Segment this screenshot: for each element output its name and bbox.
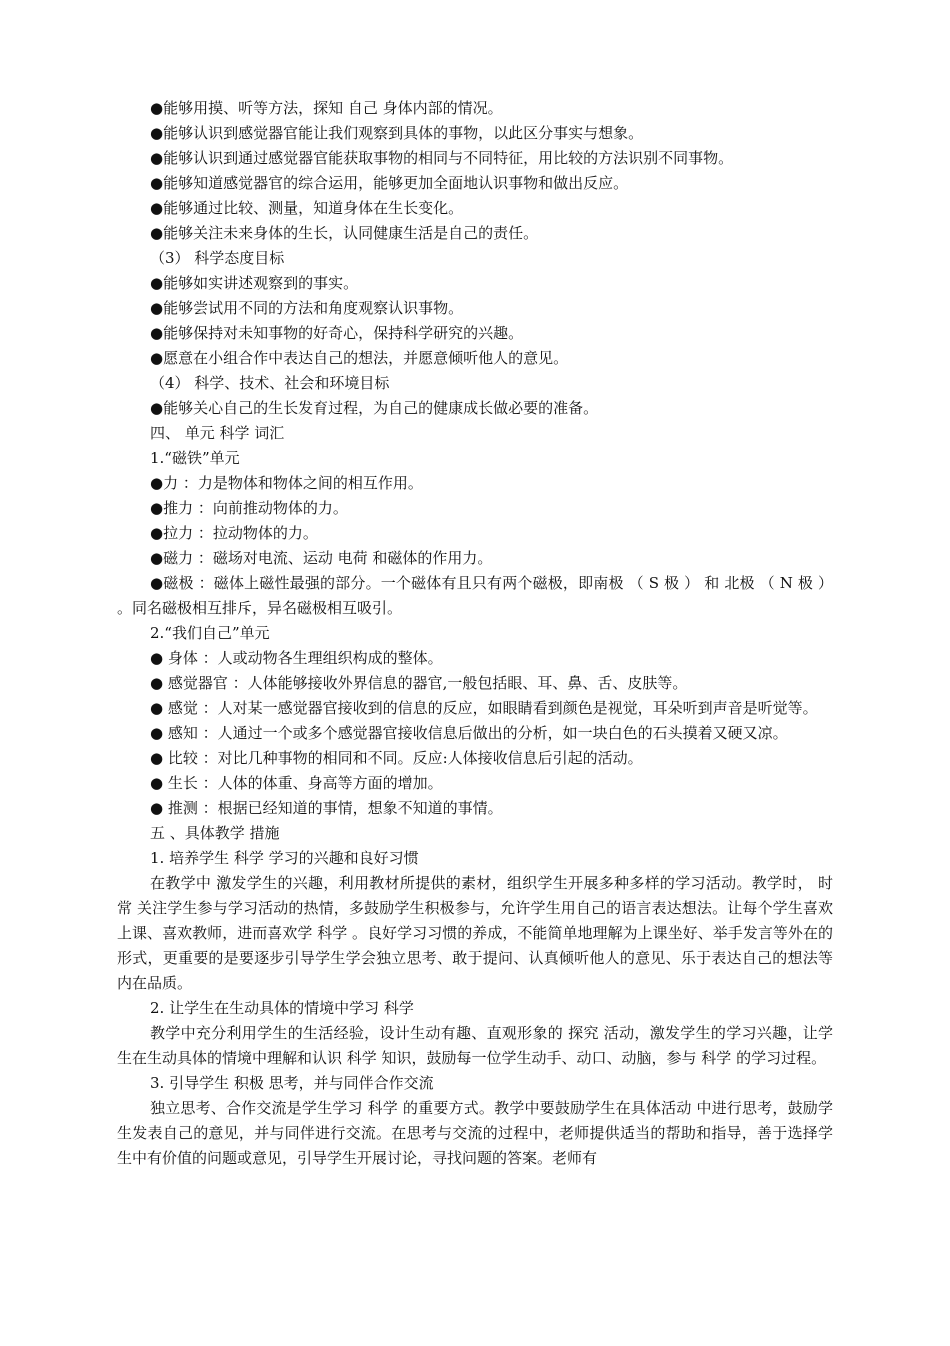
vocab-item: ● 身体 ：人或动物各生理组织构成的整体。 [150, 649, 443, 667]
document-page [117, 96, 833, 1171]
bullet-item: ●能够保持对未知事物的好奇心，保持科学研究的兴趣。 [150, 324, 524, 342]
vocab-item: ●力 ：力是物体和物体之间的相互作用。 [150, 474, 423, 492]
vocab-item: ● 感觉 ：人对某一感觉器官接收到的信息的反应，如眼睛看到颜色是视觉，耳朵听到声音是听觉等。 [150, 699, 818, 717]
vocab-item: ● 生长 ：人体的体重、身高等方面的增加。 [150, 774, 443, 792]
bullet-item: ●能够关心自己的生长发育过程，为自己的健康成长做必要的准备。 [150, 399, 599, 417]
vocab-item: ● 感知 ：人通过一个或多个感觉器官接收信息后做出的分析，如一块白色的石头摸着又硬又凉。 [150, 724, 788, 742]
vocab-item: ●拉力 ：拉动物体的力。 [150, 524, 318, 542]
bullet-item: ●能够认识到感觉器官能让我们观察到具体的事物，以此区分事实与想象。 [150, 124, 644, 142]
vocab-item: ●磁力 ：磁场对电流、运动 电荷 和磁体的作用力。 [150, 549, 493, 567]
vocab-item: ● 推测 ：根据已经知道的事情，想象不知道的事情。 [150, 799, 503, 817]
bullet-item: ●愿意在小组合作中表达自己的想法，并愿意倾听他人的意见。 [150, 349, 569, 367]
body-paragraph: 独立思考、合作交流是学生学习 科学 的重要方式。教学中要鼓励学生在具体活动 中进行思考，鼓励学生发表自己的意见，并与同伴进行交流。在思考与交流的过程中，老师提供适当的帮助和指导，善于选择学生中有价值的问题或意见，引导学生开展讨论，寻找问题的答案。老师有 [117, 1099, 833, 1167]
bullet-item: ●能够认识到通过感觉器官能获取事物的相同与不同特征，用比较的方法识别不同事物。 [150, 149, 734, 167]
subheading: （4） 科学、技术、社会和环境目标 [150, 374, 390, 392]
vocab-item: ● 感觉器官 ：人体能够接收外界信息的器官,一般包括眼、耳、鼻、舌、皮肤等。 [150, 674, 688, 692]
body-paragraph: 在教学中 激发学生的兴趣，利用教材所提供的素材，组织学生开展多种多样的学习活动。教学时， 时常 关注学生参与学习活动的热情，多鼓励学生积极参与，允许学生用自己的语言表达想法。让每个学生喜欢上课、喜欢教师，进而喜欢学 科学 。良好学习习惯的养成，不能简单地理解为上课坐好、举手发言等外在的形式，更重要的是要逐步引导学生学会独立思考、敢于提问、认真倾听他人的意见、乐于表达自己的想法等内在品质。 [117, 874, 833, 992]
subheading: 2.“我们自己”单元 [150, 624, 270, 642]
subheading: 1. 培养学生 科学 学习的兴趣和良好习惯 [150, 849, 419, 867]
vocab-item: ●推力 ：向前推动物体的力。 [150, 499, 348, 517]
section-heading: 五 、具体教学 措施 [150, 824, 280, 842]
bullet-item: ●能够知道感觉器官的综合运用，能够更加全面地认识事物和做出反应。 [150, 174, 629, 192]
bullet-item: ●能够通过比较、测量，知道身体在生长变化。 [150, 199, 464, 217]
vocab-item: ● 比较 ：对比几种事物的相同和不同。反应:人体接收信息后引起的活动。 [150, 749, 643, 767]
subheading: 2. 让学生在生动具体的情境中学习 科学 [150, 999, 414, 1017]
subheading: 1.“磁铁”单元 [150, 449, 240, 467]
body-paragraph: 教学中充分利用学生的生活经验，设计生动有趣、直观形象的 探究 活动，激发学生的学习兴趣，让学生在生动具体的情境中理解和认识 科学 知识，鼓励每一位学生动手、动口、动脑，参与 科学 的学习过程。 [117, 1024, 833, 1067]
subheading: （3） 科学态度目标 [150, 249, 285, 267]
bullet-item: ●能够用摸、听等方法，探知 自己 身体内部的情况。 [150, 99, 503, 117]
section-heading: 四、 单元 科学 词汇 [150, 424, 285, 442]
bullet-item: ●能够尝试用不同的方法和角度观察认识事物。 [150, 299, 464, 317]
subheading: 3. 引导学生 积极 思考，并与同伴合作交流 [150, 1074, 434, 1092]
bullet-item: ●能够关注未来身体的生长，认同健康生活是自己的责任。 [150, 224, 539, 242]
bullet-item: ●能够如实讲述观察到的事实。 [150, 274, 359, 292]
vocab-item: ●磁极 ：磁体上磁性最强的部分。一个磁体有且只有两个磁极，即南极 （ S 极 ） 和 北极 （ N 极 ） 。同名磁极相互排斥，异名磁极相互吸引。 [117, 574, 833, 617]
